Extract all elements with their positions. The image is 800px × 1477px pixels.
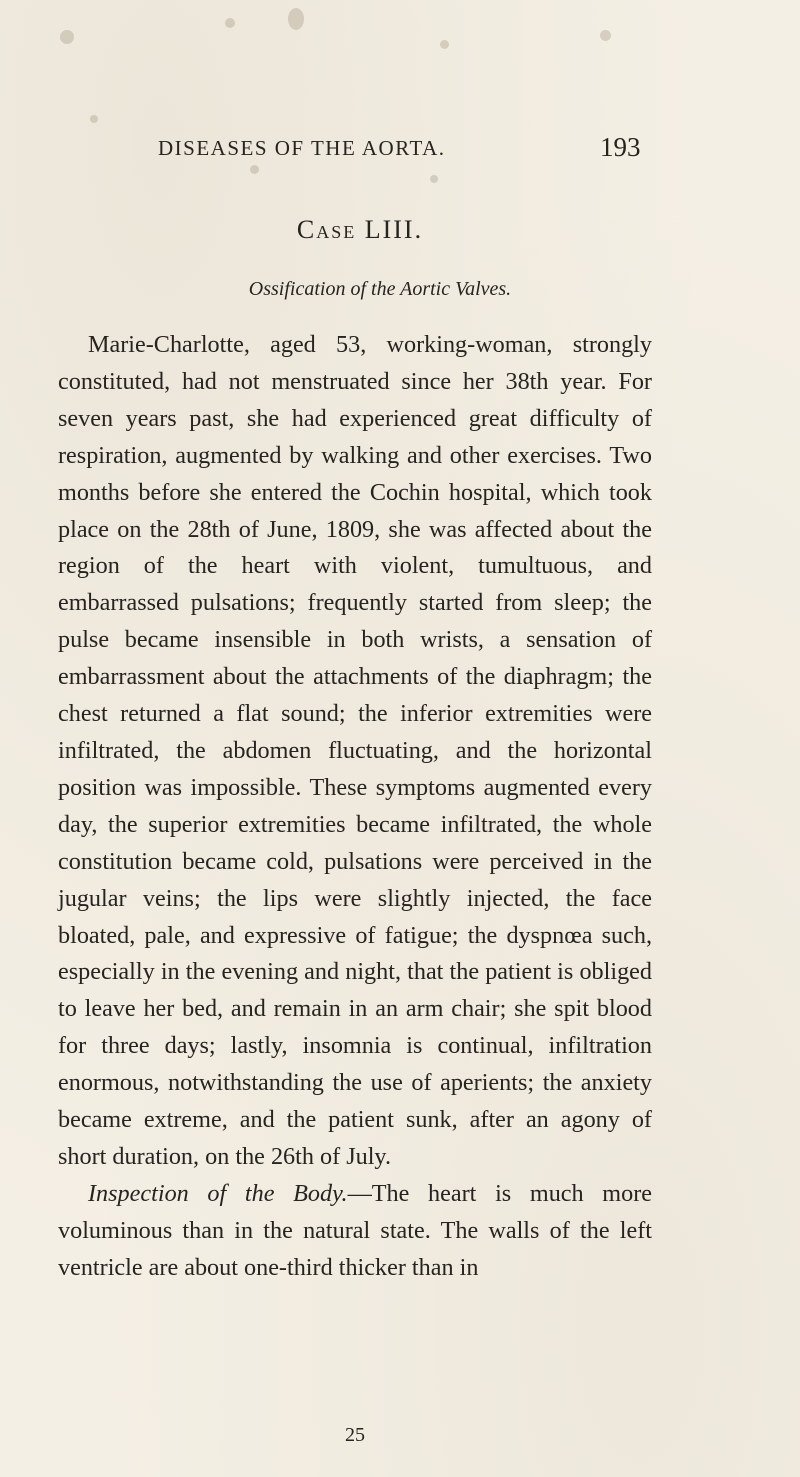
foxing-speck bbox=[288, 8, 304, 30]
foxing-speck bbox=[90, 115, 98, 123]
foxing-speck bbox=[60, 30, 74, 44]
foxing-speck bbox=[225, 18, 235, 28]
case-subtitle: Ossification of the Aortic Valves. bbox=[248, 278, 512, 300]
inspection-paragraph bbox=[58, 1176, 652, 1287]
page-number: 193 bbox=[600, 132, 641, 162]
foxing-speck bbox=[600, 30, 611, 41]
body-text bbox=[58, 327, 652, 1287]
foxing-speck bbox=[430, 175, 438, 183]
signature-mark: 25 bbox=[345, 1424, 365, 1446]
foxing-speck bbox=[440, 40, 449, 49]
case-title: Case LIII. bbox=[296, 215, 424, 244]
case-paragraph: Marie-Charlotte, aged 53, working-woman, strongly constituted, had not menstruated since her 38th year. For seven years past, she had experienced great difficulty of respiration, augmented by walking and other exercises. Two months before she entered the Cochin hospital, which took place on the 28th of June, 1809, she was affected about the region of the heart with violent, tumultuous, and embarrassed pulsations; frequently started from sleep; the pulse became insensible in both wrists, a sensation of embarrassment about the attachments of the diaphragm; the chest returned a flat sound; the inferior extremities were infiltrated, the abdomen fluctuating, and the horizontal position was impossible. These symptoms augmented every day, the superior extremities became infiltrated, the whole constitution became cold, pulsations were perceived in the jugular veins; the lips were slightly injected, the face bloated, pale, and expressive of fatigue; the dyspnœa such, especially in the evening and night, that the patient is obliged to leave her bed, and remain in an arm chair; she spit blood for three days; lastly, insomnia is continual, infiltration enormous, notwithstanding the use of aperients; the anxiety became extreme, and the patient sunk, after an agony of short duration, on the 26th of July. bbox=[58, 331, 652, 1170]
inspection-label: Inspection of the Body. bbox=[88, 1179, 348, 1207]
foxing-speck bbox=[250, 165, 259, 174]
running-head: DISEASES OF THE AORTA. bbox=[158, 136, 446, 160]
inspection-text: —The heart is much more voluminous than in the natural state. The walls of the left ventricle are about one-third thicker than in bbox=[58, 1179, 652, 1281]
